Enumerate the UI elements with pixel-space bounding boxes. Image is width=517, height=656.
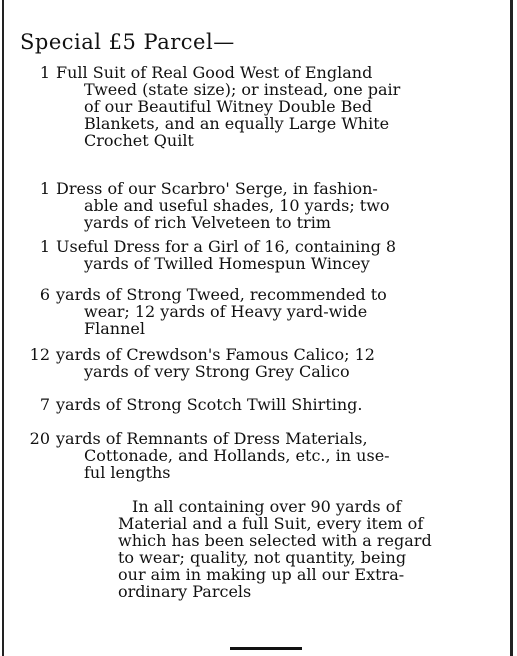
item-text-line: Blankets, and an equally Large White	[84, 114, 390, 133]
item-text-line: Flannel	[84, 319, 145, 338]
list-item	[39, 395, 504, 414]
item-text-line: yards of Twilled Homespun Wincey	[84, 254, 370, 273]
summary-line: to wear; quality, not quantity, being	[118, 548, 407, 567]
parcel-heading: Special £5 Parcel—	[20, 30, 235, 54]
item-text-line: yards of rich Velveteen to trim	[84, 213, 331, 232]
bottom-divider	[230, 647, 302, 650]
item-quantity: 20	[29, 429, 50, 448]
item-quantity: 1	[39, 63, 50, 82]
right-column-rule	[510, 0, 513, 656]
summary-paragraph	[118, 498, 504, 600]
item-text-line: of our Beautiful Witney Double Bed	[84, 97, 373, 116]
item-text-line: yards of Remnants of Dress Materials,	[56, 429, 368, 448]
list-item	[39, 179, 504, 232]
item-text-line: Cottonade, and Hollands, etc., in use-	[84, 446, 390, 465]
summary-line: which has been selected with a regard	[118, 531, 432, 550]
list-item	[29, 429, 504, 482]
summary-line: our aim in making up all our Extra-	[118, 565, 405, 584]
item-text-line: ful lengths	[84, 463, 171, 482]
summary-line: In all containing over 90 yards of	[132, 497, 402, 516]
list-item	[29, 345, 504, 381]
left-column-rule	[2, 0, 4, 656]
item-quantity: 1	[39, 237, 50, 256]
item-text-line: able and useful shades, 10 yards; two	[84, 196, 390, 215]
list-item	[39, 237, 504, 273]
item-text-line: wear; 12 yards of Heavy yard-wide	[84, 302, 368, 321]
item-text-line: Useful Dress for a Girl of 16, containing 8	[56, 237, 397, 256]
item-text-line: Full Suit of Real Good West of England	[56, 63, 373, 82]
item-quantity: 7	[39, 395, 50, 414]
item-text-line: yards of Strong Tweed, recommended to	[56, 285, 387, 304]
item-text-line: yards of very Strong Grey Calico	[84, 362, 350, 381]
summary-line: Material and a full Suit, every item of	[118, 514, 424, 533]
summary-line: ordinary Parcels	[118, 582, 252, 601]
list-item	[39, 285, 504, 338]
item-quantity: 12	[29, 345, 50, 364]
item-quantity: 1	[39, 179, 50, 198]
item-quantity: 6	[39, 285, 50, 304]
item-text-line: yards of Crewdson's Famous Calico; 12	[56, 345, 375, 364]
list-item	[39, 63, 504, 150]
item-text-line: Crochet Quilt	[84, 131, 194, 150]
item-text-line: yards of Strong Scotch Twill Shirting.	[56, 395, 363, 414]
item-text-line: Tweed (state size); or instead, one pair	[84, 80, 401, 99]
item-text-line: Dress of our Scarbro' Serge, in fashion-	[56, 179, 378, 198]
